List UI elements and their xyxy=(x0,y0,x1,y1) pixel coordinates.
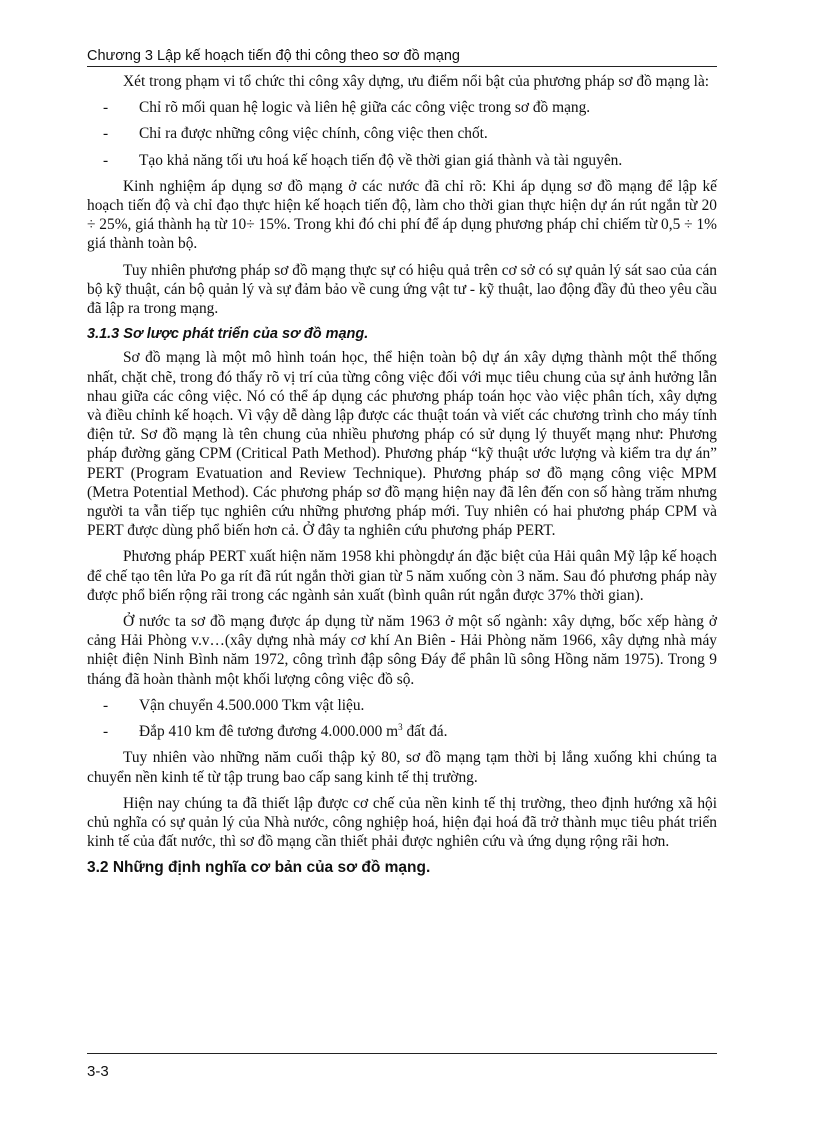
list-item: - Vận chuyển 4.500.000 Tkm vật liệu. xyxy=(87,696,717,715)
section-paragraph-3: Ở nước ta sơ đồ mạng được áp dụng từ năm 1963 ở một số ngành: xây dựng, bốc xếp hàng ở cảng Hải Phòng v.v…(xây dựng nhà máy cơ khí An Biên - Hải Phòng năm 1966, xây dựng nhà máy nhiệt điện Ninh Bình năm 1972, công trình đập sông Đáy để phân lũ sông Hồng năm 1975). Trong 9 tháng đã hoàn thành một khối lượng công việc đồ sộ. xyxy=(87,613,717,688)
section-paragraph-2: Phương pháp PERT xuất hiện năm 1958 khi phòngdự án đặc biệt của Hải quân Mỹ lập kế hoạch để chế tạo tên lửa Po ga rít đã rút ngắn thời gian từ 5 năm xuống còn 3 năm. Sau đó phương pháp này được phổ biến rộng rãi trong các ngành sản xuất (bình quân rút ngắn được 37% thời gian). xyxy=(87,548,717,604)
section-paragraph-4: Tuy nhiên vào những năm cuối thập kỷ 80, sơ đồ mạng tạm thời bị lắng xuống khi chúng ta chuyển nền kinh tế từ tập trung bao cấp sang kinh tế thị trường. xyxy=(87,749,717,786)
intro-paragraph-2: Kinh nghiệm áp dụng sơ đồ mạng ở các nước đã chỉ rõ: Khi áp dụng sơ đồ mạng để lập kế hoạch tiến độ và chỉ đạo thực hiện kế hoạch tiến độ, làm cho thời gian thực hiện dự án rút ngắn từ 20 ÷ 25%, giá thành hạ từ 10÷ 15%. Trong khi đó chi phí để áp dụng phương pháp chỉ chiếm từ 0,5 ÷ 1% giá thành toàn bộ. xyxy=(87,177,717,253)
list-item: - Tạo khả năng tối ưu hoá kế hoạch tiến độ về thời gian giá thành và tài nguyên. xyxy=(87,151,717,170)
list-item: - Đắp 410 km đê tương đương 4.000.000 $m^3$ đất đá. xyxy=(87,722,717,741)
list-item-text: Đắp 410 km đê tương đương 4.000.000 $m^3$ đất đá. xyxy=(139,721,448,741)
list-item: - Chỉ rõ mối quan hệ logic và liên hệ giữa các công việc trong sơ đồ mạng. xyxy=(87,98,717,117)
section-heading-3-1-3: 3.1.3 Sơ lược phát triển của sơ đồ mạng. xyxy=(87,326,369,343)
list-item-text: Vận chuyển 4.500.000 Tkm vật liệu. xyxy=(139,696,365,714)
page-number: 3-3 xyxy=(87,1063,109,1080)
header-divider xyxy=(87,66,717,67)
intro-paragraph-3: Tuy nhiên phương pháp sơ đồ mạng thực sự có hiệu quả trên cơ sở có sự quản lý sát sao của cán bộ kỹ thuật, cán bộ quản lý và sự đảm bảo về cung ứng vật tư - kỹ thuật, lao động đầy đủ theo yêu cầu đã lập ra trong mạng. xyxy=(87,261,717,318)
section-heading-3-2: 3.2 Những định nghĩa cơ bản của sơ đồ mạng. xyxy=(87,859,431,877)
list-item-text: Chỉ rõ mối quan hệ logic và liên hệ giữa các công việc trong sơ đồ mạng. xyxy=(139,99,591,117)
section-paragraph-1: Sơ đồ mạng là một mô hình toán học, thể hiện toàn bộ dự án xây dựng thành một thể thống nhất, chặt chẽ, trong đó thấy rõ vị trí của từng công việc đối với mục tiêu chung của sự ảnh hưởng lẫn nhau giữa các công việc. Nó có thể áp dụng các phương pháp toán học vào việc phân tích, xây dựng và điều chỉnh kế hoạch. Vì vậy dễ dàng lập được các thuật toán và viết các chương trình cho máy tính điện tử. Sơ đồ mạng là tên chung của nhiều phương pháp có sử dụng lý thuyết mạng như: Phương pháp đường găng CPM (Critical Path Method). Phương pháp “kỹ thuật ước lượng và kiểm tra dự án” PERT (Program Evatuation and Review Technique). Phương pháp sơ đồ mạng công việc MPM (Metra Potential Method). Các phương pháp sơ đồ mạng hiện nay đã lên đến con số hàng trăm nhưng người ta vẫn tiếp tục nghiên cứu những phương pháp mới. Tuy nhiên có hai phương pháp CPM và PERT được dùng phổ biến hơn cả. Ở đây ta nghiên cứu phương pháp PERT. xyxy=(87,349,717,540)
list-item-text: Chỉ ra được những công việc chính, công việc then chốt. xyxy=(139,125,488,143)
list-item: - Chỉ ra được những công việc chính, công việc then chốt. xyxy=(87,124,717,143)
list-item-text: Tạo khả năng tối ưu hoá kế hoạch tiến độ về thời gian giá thành và tài nguyên. xyxy=(139,151,623,169)
page-header: Chương 3 Lập kế hoạch tiến độ thi công theo sơ đồ mạng xyxy=(87,48,460,64)
intro-paragraph-1: Xét trong phạm vi tổ chức thi công xây dựng, ưu điểm nổi bật của phương pháp sơ đồ mạng là: xyxy=(123,73,710,90)
footer-divider xyxy=(87,1053,717,1054)
page-content xyxy=(87,72,717,878)
section-paragraph-5: Hiện nay chúng ta đã thiết lập được cơ chế của nền kinh tế thị trường, theo định hướng xã hội chủ nghĩa có sự quản lý của Nhà nước, công nghiệp hoá, hiện đại hoá đã trở thành mục tiêu phát triển kinh tế của đất nước, thì sơ đồ mạng cần thiết phải được nghiên cứu và ứng dụng rộng rãi hơn. xyxy=(87,794,717,851)
